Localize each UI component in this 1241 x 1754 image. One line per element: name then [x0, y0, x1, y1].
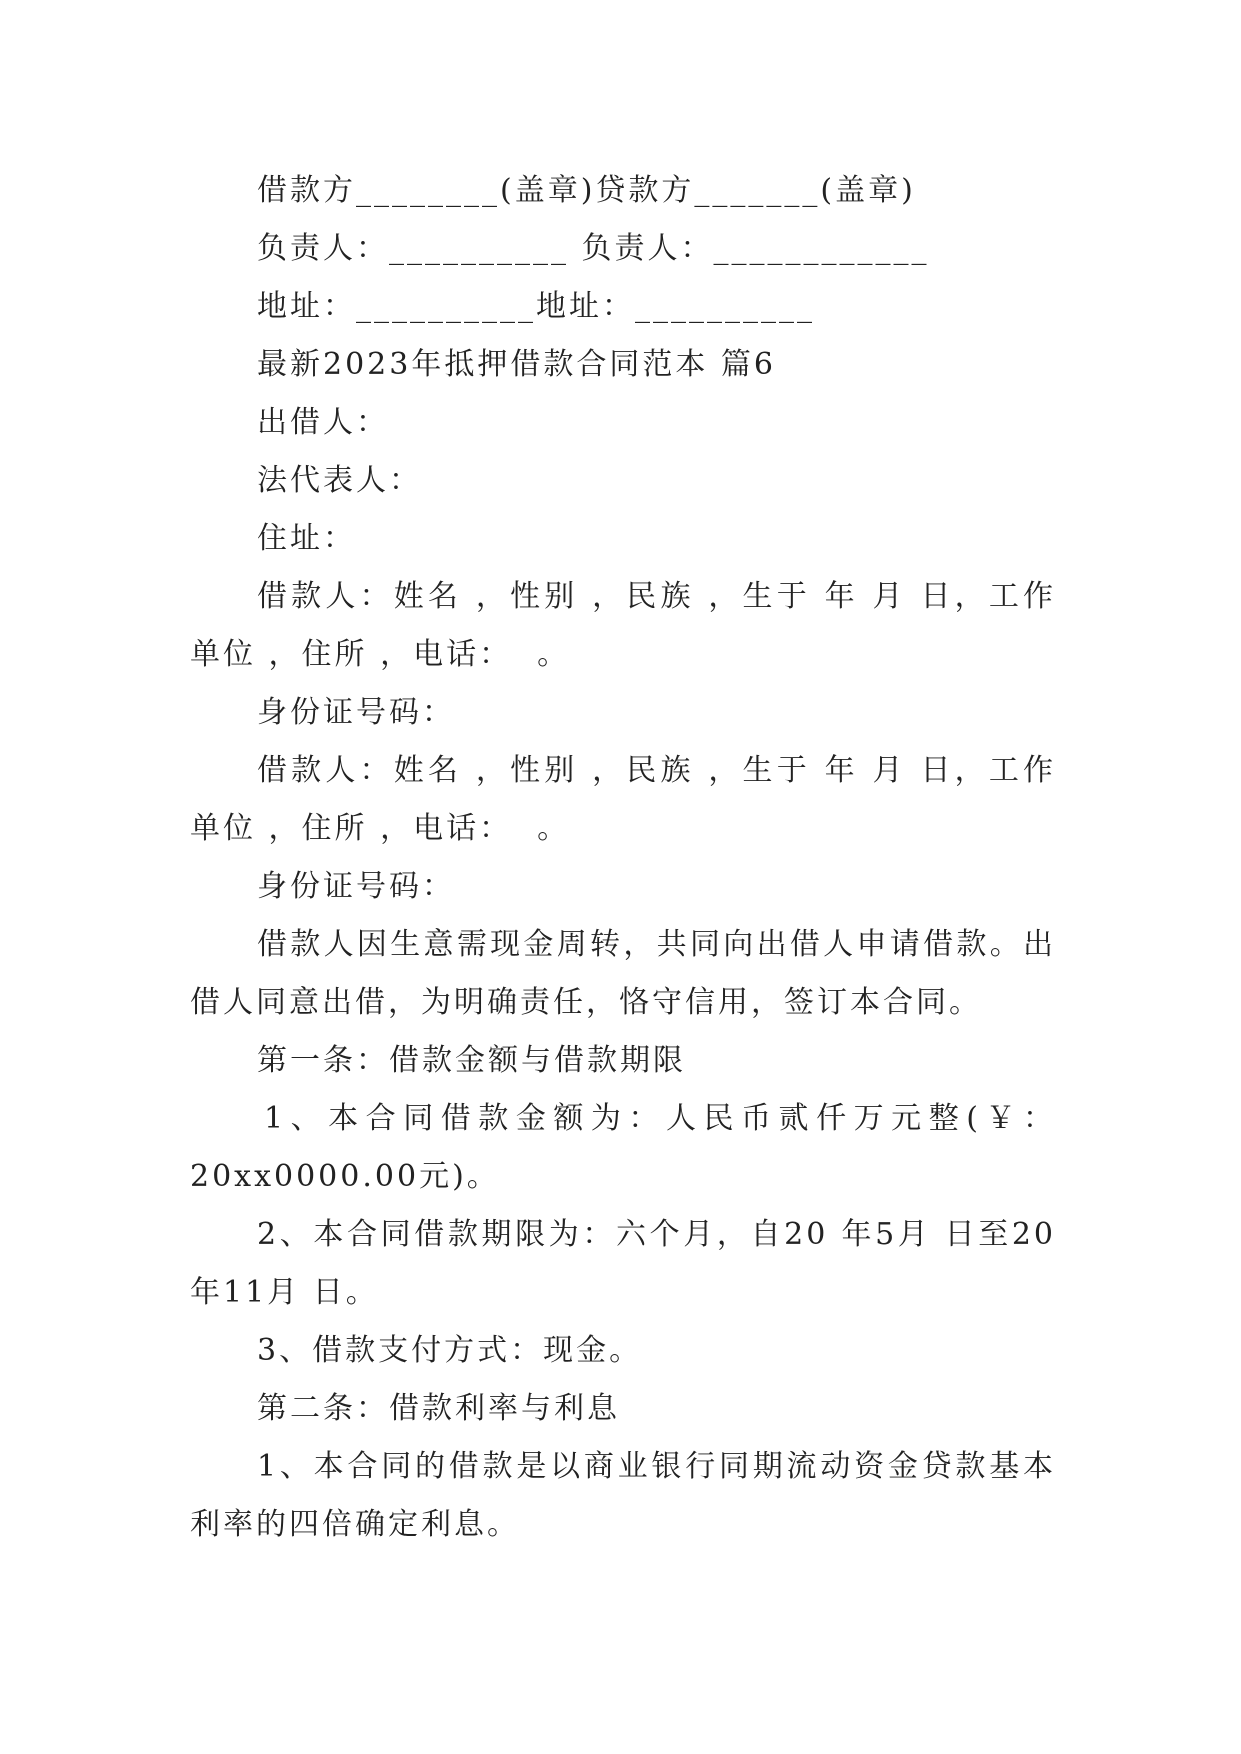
section-title: 最新2023年抵押借款合同范本 篇6 — [257, 347, 776, 382]
signature-line-borrower-lender: 借款方________(盖章)贷款方_______(盖章) — [257, 173, 916, 208]
article-2-clause-1-line-2: 利率的四倍确定利息。 — [190, 1507, 520, 1542]
purpose-paragraph-line-1: 借款人因生意需现金周转，共同向出借人申请借款。出 — [257, 927, 1056, 962]
borrower-2-id-field: 身份证号码： — [257, 869, 455, 904]
purpose-paragraph-line-2: 借人同意出借，为明确责任，恪守信用，签订本合同。 — [190, 985, 982, 1020]
lender-field: 出借人： — [257, 405, 389, 440]
article-1-clause-1-line-2: 20xx0000.00元)。 — [190, 1159, 500, 1194]
borrower-2-info-line-1: 借款人：姓名 ，性别 ，民族 ，生于 年 月 日，工作 — [257, 753, 1056, 788]
article-1-heading: 第一条：借款金额与借款期限 — [257, 1043, 686, 1078]
article-1-clause-3: 3、借款支付方式：现金。 — [257, 1333, 643, 1368]
borrower-1-info-line-1: 借款人：姓名 ，性别 ，民族 ，生于 年 月 日，工作 — [257, 579, 1056, 614]
borrower-1-id-field: 身份证号码： — [257, 695, 455, 730]
article-2-clause-1-line-1: 1、本合同的借款是以商业银行同期流动资金贷款基本 — [257, 1449, 1056, 1484]
borrower-2-info-line-2: 单位 ，住所 ，电话： 。 — [190, 811, 571, 846]
article-1-clause-1-line-1: 1、本合同借款金额为：人民币贰仟万元整(￥： — [264, 1101, 1056, 1136]
signature-line-addresses: 地址：__________地址：__________ — [257, 289, 815, 324]
document-body — [190, 162, 1056, 1554]
borrower-1-info-line-2: 单位 ，住所 ，电话： 。 — [190, 637, 571, 672]
article-1-clause-2-line-1: 2、本合同借款期限为：六个月，自20 年5月 日至20 — [257, 1217, 1056, 1252]
article-2-heading: 第二条：借款利率与利息 — [257, 1391, 620, 1426]
address-field: 住址： — [257, 521, 356, 556]
signature-line-responsible-persons: 负责人：__________ 负责人：____________ — [257, 231, 930, 266]
legal-representative-field: 法代表人： — [257, 463, 422, 498]
article-1-clause-2-line-2: 年11月 日。 — [190, 1275, 379, 1310]
